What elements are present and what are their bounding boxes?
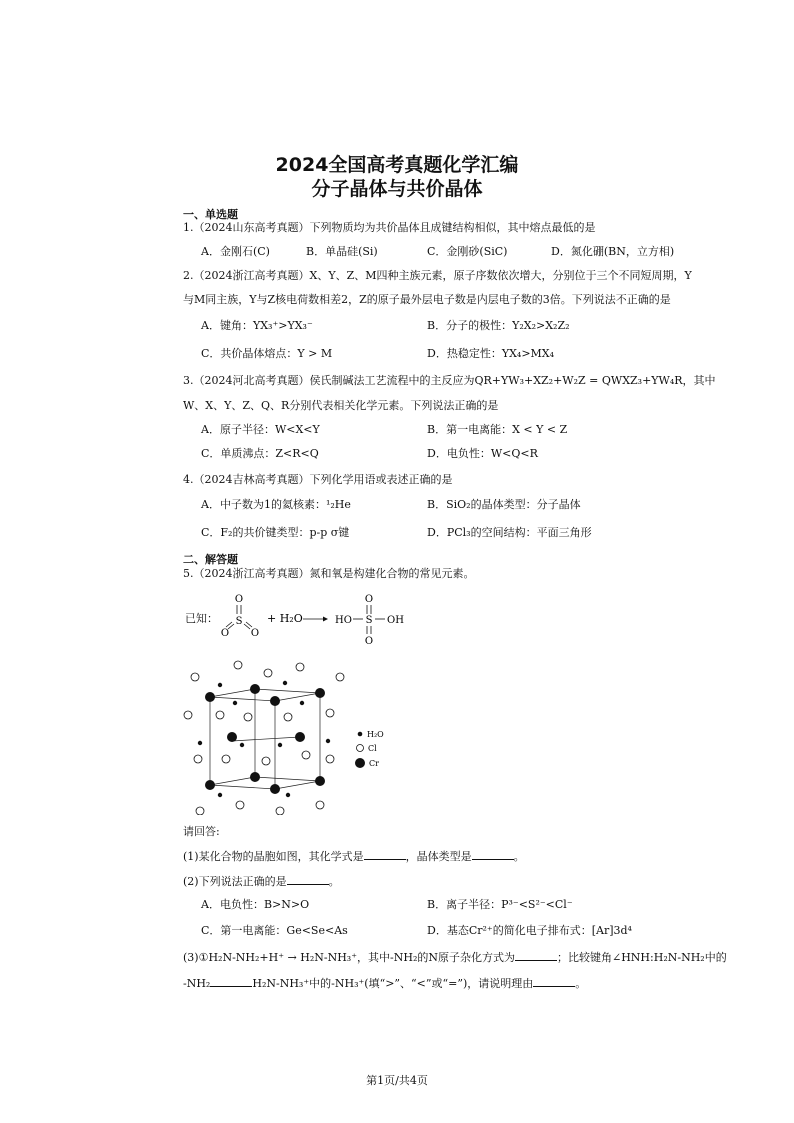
chromium-atom-9 <box>315 776 325 786</box>
q2-option-d: D．热稳定性：YX₄>MX₄ <box>427 347 555 360</box>
sulfur-atom: S <box>235 616 243 627</box>
q5-part1-text-a: (1)某化合物的晶胞如图，其化学式是 <box>183 850 364 863</box>
chromium-atom-5 <box>295 732 305 742</box>
top-oxygen-atom: O <box>234 594 244 605</box>
water-molecule-1 <box>283 681 287 685</box>
q5-part3-text-a: (3)①H₂N-NH₂+H⁺ → H₂N-NH₃⁺，其中-NH₂的N原子杂化方式为 <box>183 951 515 964</box>
left-oxygen-atom: O <box>220 628 230 639</box>
page-footer: 第1页/共4页 <box>366 1074 428 1087</box>
q1-option-c: C．金刚砂(SiC) <box>427 245 508 258</box>
answer-prompt: 请回答: <box>183 825 220 838</box>
q4-option-d: D．PCl₃的空间结构：平面三角形 <box>427 526 592 539</box>
q5-part2-text: (2)下列说法正确的是 <box>183 875 287 888</box>
question-1-stem: 1.（2024山东高考真题）下列物质均为共价晶体且成键结构相似，其中熔点最低的是 <box>183 221 596 234</box>
water-molecule-6 <box>218 793 222 797</box>
chlorine-atom-1 <box>234 661 242 669</box>
chlorine-atom-17 <box>276 807 284 815</box>
q5-part2-end: 。 <box>328 875 340 888</box>
chlorine-atom-7 <box>244 713 252 721</box>
water-molecule-2 <box>198 741 202 745</box>
document-title: 2024全国高考真题化学汇编 <box>275 154 519 176</box>
q3-option-b: B．第一电离能：X < Y < Z <box>427 423 568 436</box>
question-3-stem-line1: 3.（2024河北高考真题）侯氏制碱法工艺流程中的主反应为QR+YW₃+XZ₂+W₂Z = QWXZ₃+YW₄R，其中 <box>183 374 716 387</box>
legend-cr-label: Cr <box>369 759 379 768</box>
q5-part3-line2 <box>183 976 758 991</box>
q5-part3-line1 <box>183 950 758 965</box>
q5-option-a: A．电负性：B>N>O <box>201 898 310 911</box>
question-2-stem-line1: 2.（2024浙江高考真题）X、Y、Z、M四种主族元素，原子序数依次增大，分别位于三个不同短周期，Y <box>183 269 692 282</box>
crystal-unit-cell-diagram <box>180 655 400 815</box>
chlorine-atom-11 <box>222 755 230 763</box>
water-molecule-0 <box>218 683 222 687</box>
right-oxygen-atom: O <box>250 628 260 639</box>
chlorine-atom-8 <box>284 713 292 721</box>
chlorine-atom-3 <box>296 663 304 671</box>
q5-part3-text-e: 。 <box>575 977 587 990</box>
reaction-arrow-icon <box>323 617 328 622</box>
q5-part2 <box>183 874 758 889</box>
q4-option-b: B．SiO₂的晶体类型：分子晶体 <box>427 498 581 511</box>
legend-cl-marker <box>357 745 364 752</box>
question-5-stem: 5.（2024浙江高考真题）氮和氧是构建化合物的常见元素。 <box>183 567 475 580</box>
water-molecule-5 <box>326 739 330 743</box>
q1-option-d: D．氮化硼(BN，立方相) <box>551 245 675 258</box>
question-4-stem: 4.（2024吉林高考真题）下列化学用语或表述正确的是 <box>183 473 453 486</box>
chlorine-atom-13 <box>302 751 310 759</box>
chlorine-atom-18 <box>316 801 324 809</box>
legend-h2o-marker <box>358 732 363 737</box>
q3-option-d: D．电负性：W<Q<R <box>427 447 538 460</box>
reason-answer-blank[interactable] <box>533 976 575 987</box>
chlorine-atom-16 <box>236 801 244 809</box>
legend-cr-marker <box>355 758 365 768</box>
q2-option-a: A．键角：YX₃⁺>YX₃⁻ <box>201 319 313 332</box>
section-heading-single-choice: 一、单选题 <box>183 208 238 221</box>
product-bottom-oxygen: O <box>364 636 374 645</box>
water-molecule-4 <box>278 743 282 747</box>
chromium-atom-1 <box>250 684 260 694</box>
formula-answer-blank[interactable] <box>364 849 406 860</box>
chromium-atom-3 <box>315 688 325 698</box>
product-top-oxygen: O <box>364 594 374 605</box>
chlorine-atom-15 <box>196 807 204 815</box>
bond-angle-answer-blank[interactable] <box>210 976 252 987</box>
chlorine-atom-5 <box>184 711 192 719</box>
product-sulfur-atom: S <box>365 615 373 626</box>
chlorine-atom-6 <box>216 711 224 719</box>
legend-h2o-label: H₂O <box>367 730 384 739</box>
water-molecule-3 <box>240 743 244 747</box>
q3-option-c: C．单质沸点：Z<R<Q <box>201 447 319 460</box>
q1-option-a: A．金刚石(C) <box>201 245 270 258</box>
plus-water-label: + H₂O <box>267 612 303 625</box>
document-subtitle: 分子晶体与共价晶体 <box>311 178 483 200</box>
q5-part1-text-b: ，晶体类型是 <box>405 850 472 863</box>
legend-cl-label: Cl <box>368 744 377 753</box>
section-heading-answer: 二、解答题 <box>183 553 238 566</box>
chlorine-atom-9 <box>326 709 334 717</box>
q4-option-a: A．中子数为1的氦核素：¹₂He <box>201 498 351 511</box>
question-3-stem-line2: W、X、Y、Z、Q、R分别代表相关化学元素。下列说法正确的是 <box>183 399 499 412</box>
water-molecule-7 <box>286 793 290 797</box>
q5-part1 <box>183 849 758 864</box>
water-molecule-8 <box>233 701 237 705</box>
q5-part3-text-b: ；比较键角∠HNH:H₂N-NH₂中的 <box>557 951 727 964</box>
chlorine-atom-4 <box>336 673 344 681</box>
chromium-atom-2 <box>270 696 280 706</box>
q5-option-c: C．第一电离能：Ge<Se<As <box>201 924 348 937</box>
known-label: 已知： <box>185 612 218 625</box>
q5-part1-text-c: 。 <box>513 850 525 863</box>
q5-part3-text-d: H₂N-NH₃⁺中的-NH₃⁺(填“>”、“<”或“=”)，请说明理由 <box>252 977 534 990</box>
product-right-hydroxyl: OH <box>387 615 404 626</box>
q3-option-a: A．原子半径：W<X<Y <box>201 423 320 436</box>
chromium-atom-0 <box>205 692 215 702</box>
q1-option-b: B．单晶硅(Si) <box>306 245 378 258</box>
q4-option-c: C．F₂的共价键类型：p-p σ键 <box>201 526 350 539</box>
chromium-atom-7 <box>250 772 260 782</box>
product-left-hydroxyl: HO <box>335 615 352 626</box>
chromium-atom-6 <box>205 780 215 790</box>
q5-part3-text-c: -NH₂ <box>183 977 211 990</box>
so3-hydration-equation <box>215 590 415 645</box>
chlorine-atom-10 <box>194 755 202 763</box>
chromium-atom-8 <box>270 784 280 794</box>
part2-answer-blank[interactable] <box>287 874 329 885</box>
q5-option-d: D．基态Cr²⁺的简化电子排布式：[Ar]3d⁴ <box>427 924 632 937</box>
q2-option-b: B．分子的极性：Y₂X₂>X₂Z₂ <box>427 319 570 332</box>
chlorine-atom-12 <box>262 757 270 765</box>
chromium-atom-4 <box>227 732 237 742</box>
q2-option-c: C．共价晶体熔点：Y > M <box>201 347 333 360</box>
water-molecule-9 <box>300 701 304 705</box>
question-2-stem-line2: 与M同主族，Y与Z核电荷数相差2，Z的原子最外层电子数是内层电子数的3倍。下列说法不正确的是 <box>183 293 671 306</box>
chlorine-atom-0 <box>191 673 199 681</box>
hybridization-answer-blank[interactable] <box>515 950 557 961</box>
chlorine-atom-2 <box>264 669 272 677</box>
chlorine-atom-14 <box>326 755 334 763</box>
q5-option-b: B．离子半径：P³⁻<S²⁻<Cl⁻ <box>427 898 573 911</box>
crystal-type-answer-blank[interactable] <box>472 849 514 860</box>
